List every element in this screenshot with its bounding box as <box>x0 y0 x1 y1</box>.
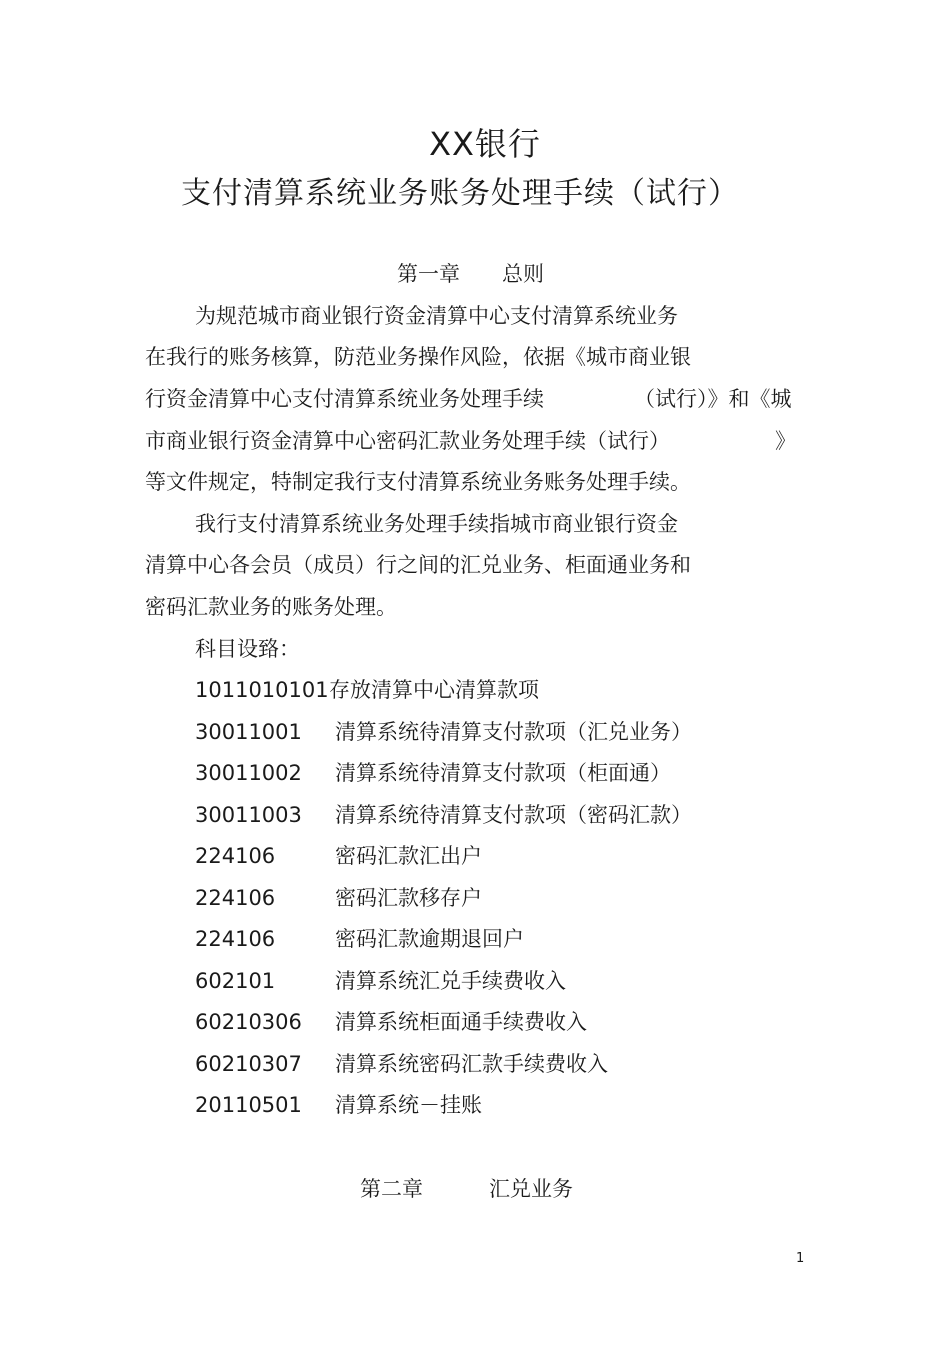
chapter-1-heading <box>0 259 950 289</box>
account-name: 清算系统待清算支付款项（柜面通） <box>335 761 671 785</box>
paragraph-1-line: 为规范城市商业银行资金清算中心支付清算系统业务 <box>195 304 678 328</box>
account-code: 224106 <box>195 927 276 951</box>
account-code: 224106 <box>195 844 276 868</box>
account-name: 清算系统柜面通手续费收入 <box>335 1010 587 1034</box>
accounts-heading: 科目设臵： <box>195 637 300 661</box>
account-code: 20110501 <box>195 1093 302 1117</box>
account-code: 60210307 <box>195 1052 302 1076</box>
account-code: 30011003 <box>195 803 302 827</box>
paragraph-1-line: 等文件规定，特制定我行支付清算系统业务账务处理手续。 <box>145 470 691 494</box>
chapter-2-number: 第二章 <box>360 1177 423 1201</box>
account-code: 602101 <box>195 969 276 993</box>
paragraph-1-line: 市商业银行资金清算中心密码汇款业务处理手续（试行） <box>145 429 670 453</box>
account-name: 清算系统密码汇款手续费收入 <box>335 1052 608 1076</box>
chapter-2-heading <box>0 1174 950 1204</box>
account-name: 密码汇款汇出户 <box>335 844 482 868</box>
account-name: 清算系统汇兑手续费收入 <box>335 969 566 993</box>
account-name: 密码汇款逾期退回户 <box>335 927 524 951</box>
paragraph-2-line: 我行支付清算系统业务处理手续指城市商业银行资金 <box>195 512 678 536</box>
paragraph-1-line: 》 <box>775 429 796 453</box>
document-title-main: 支付清算系统业务账务处理手续（试行） <box>181 176 739 211</box>
account-name: 密码汇款移存户 <box>335 886 482 910</box>
account-name: 存放清算中心清算款项 <box>329 678 539 702</box>
chapter-1-number: 第一章 <box>397 262 460 286</box>
paragraph-1-line: （试行）》和《城 <box>634 387 792 411</box>
account-code: 60210306 <box>195 1010 302 1034</box>
document-title-bank: XX银行 <box>429 125 541 163</box>
account-name: 清算系统待清算支付款项（汇兑业务） <box>335 720 692 744</box>
account-code: 1011010101 <box>195 678 329 702</box>
paragraph-2-line: 密码汇款业务的账务处理。 <box>145 595 397 619</box>
page-number: 1 <box>796 1251 805 1266</box>
account-name: 清算系统待清算支付款项（密码汇款） <box>335 803 692 827</box>
paragraph-2-line: 清算中心各会员（成员）行之间的汇兑业务、柜面通业务和 <box>145 553 691 577</box>
account-code: 30011001 <box>195 720 302 744</box>
account-name: 清算系统－挂账 <box>335 1093 482 1117</box>
paragraph-1-line: 在我行的账务核算，防范业务操作风险，依据《城市商业银 <box>145 345 691 369</box>
account-code: 224106 <box>195 886 276 910</box>
account-code: 30011002 <box>195 761 302 785</box>
chapter-1-name: 总则 <box>502 262 544 286</box>
paragraph-1-line: 行资金清算中心支付清算系统业务处理手续 <box>145 387 544 411</box>
chapter-2-name: 汇兑业务 <box>489 1177 573 1201</box>
